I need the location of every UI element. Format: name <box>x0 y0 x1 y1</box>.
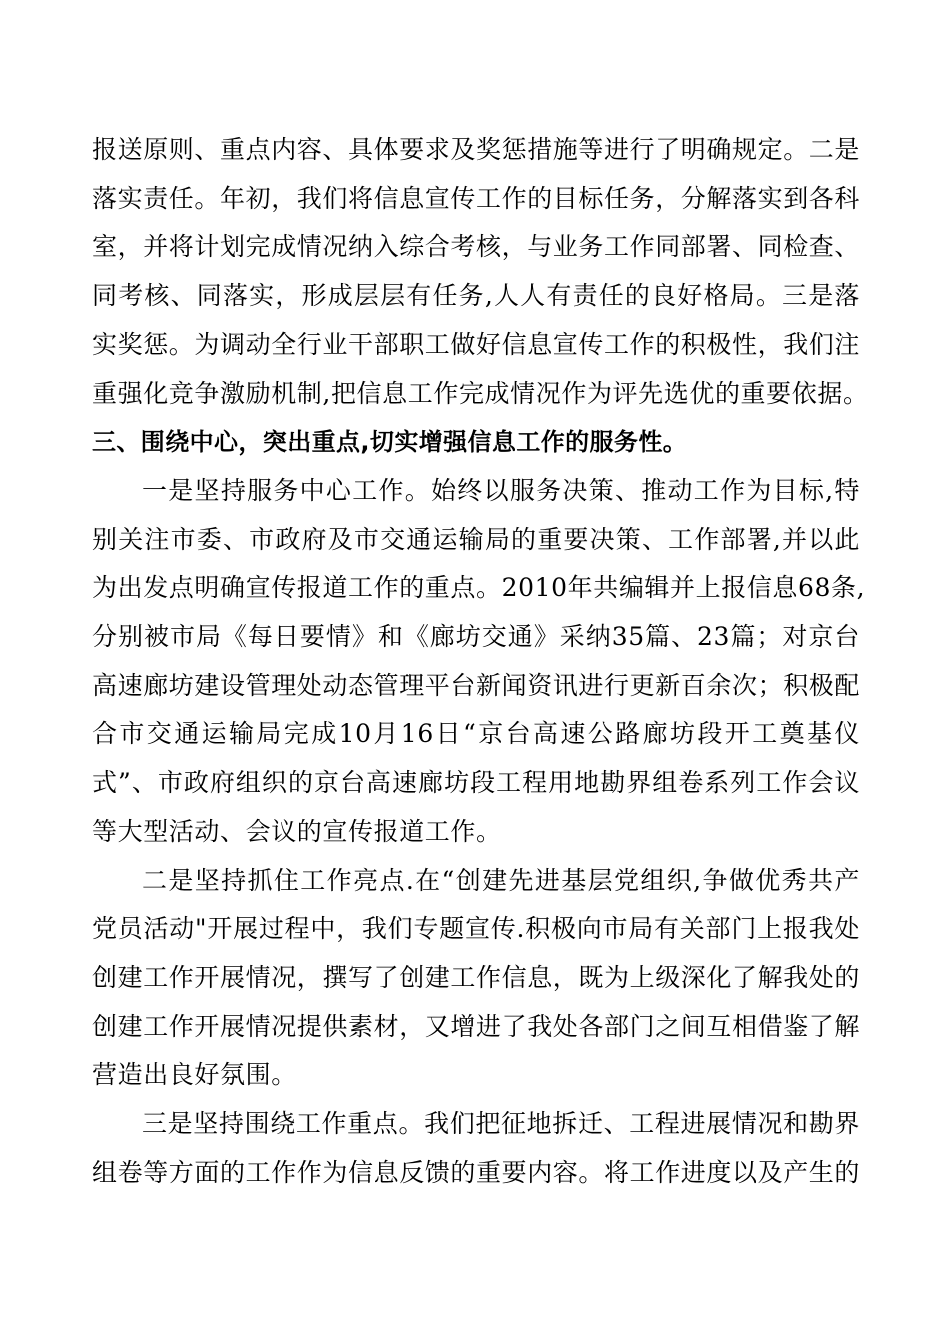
text-line: 室，并将计划完成情况纳入综合考核，与业务工作同部署、同检查、 <box>92 232 861 262</box>
paragraph-key-work <box>92 1100 860 1197</box>
text-line: 高速廊坊建设管理处动态管理平台新闻资讯进行更新百余次；积极配 <box>92 670 861 700</box>
text-line: 为出发点明确宣传报道工作的重点。2010年共编辑并上报信息68条, <box>92 573 866 603</box>
text-line: 落实责任。年初，我们将信息宣传工作的目标任务，分解落实到各科 <box>92 183 861 213</box>
text-line: 创建工作开展情况提供素材，又增进了我处各部门之间互相借鉴了解 <box>92 1011 861 1041</box>
text-line: 式”、市政府组织的京台高速廊坊段工程用地勘界组卷系列工作会议 <box>92 768 860 798</box>
text-line: 组卷等方面的工作作为信息反馈的重要内容。将工作进度以及产生的 <box>92 1157 861 1187</box>
paragraph-serve-center <box>92 467 866 857</box>
text-line: 重强化竞争激励机制,把信息工作完成情况作为评先选优的重要依据。 <box>92 378 869 408</box>
text-line: 营造出良好氛围。 <box>92 1060 297 1090</box>
text-line: 合市交通运输局完成10月16日“京台高速公路廊坊段开工奠基仪 <box>92 719 860 749</box>
text-line: 二是坚持抓住工作亮点.在“创建先进基层党组织,争做优秀共产 <box>142 865 860 895</box>
paragraph-highlights <box>92 857 860 1101</box>
text-line: 实奖惩。为调动全行业干部职工做好信息宣传工作的积极性，我们注 <box>92 329 861 359</box>
text-line: 别关注市委、市政府及市交通运输局的重要决策、工作部署,并以此 <box>92 524 860 554</box>
text-line: 报送原则、重点内容、具体要求及奖惩措施等进行了明确规定。二是 <box>92 135 861 164</box>
text-line: 等大型活动、会议的宣传报道工作。 <box>92 816 502 846</box>
text-line: 党员活动"开展过程中，我们专题宣传.积极向市局有关部门上报我处 <box>92 914 860 944</box>
paragraph-responsibility <box>92 126 869 418</box>
text-line: 三是坚持围绕工作重点。我们把征地拆迁、工程进展情况和勘界 <box>142 1109 860 1139</box>
text-line: 创建工作开展情况，撰写了创建工作信息，既为上级深化了解我处的 <box>92 962 861 992</box>
text-line: 同考核、同落实，形成层层有任务,人人有责任的良好格局。三是落 <box>92 281 860 311</box>
text-line: 一是坚持服务中心工作。始终以服务决策、推动工作为目标,特 <box>142 475 860 505</box>
section-heading: 三、围绕中心，突出重点,切实增强信息工作的服务性。 <box>92 428 688 457</box>
document-page <box>92 126 869 1197</box>
text-line: 分别被市局《每日要情》和《廊坊交通》采纳35篇、23篇；对京台 <box>92 622 860 652</box>
